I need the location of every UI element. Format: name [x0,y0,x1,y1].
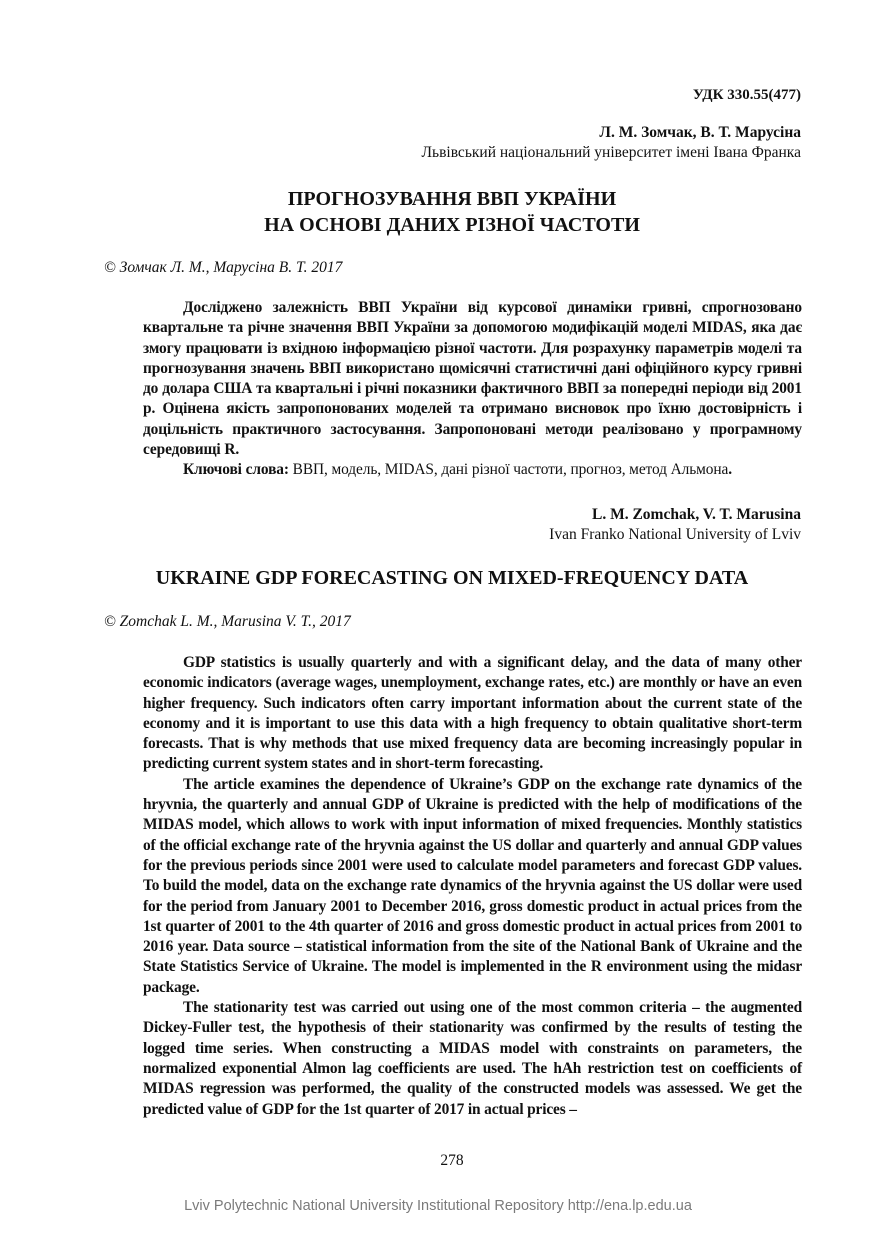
ukrainian-affiliation: Львівський національний університет імені Івана Франка [421,144,801,161]
keywords-label: Ключові слова: [183,461,289,479]
ukrainian-authors-block [422,123,802,163]
page-number: 278 [440,1152,464,1169]
english-copyright: © Zomchak L. M., Marusina V. T., 2017 [104,613,351,630]
ukrainian-abstract [143,298,802,481]
english-paragraph-2: The article examines the dependence of Ukraine’s GDP on the exchange rate dynamics of the hryvnia, the quarterly and annual GDP of Ukraine is predicted with the help of modifications of the MIDAS model, which allows to work with input information of mixed frequencies. Monthly statistics of the official exchange rate of the hryvnia against the US dollar and quarterly and annual GDP values for the previous periods since 2001 were used to calculate model parameters and forecast GDP values. To build the model, data on the exchange rate dynamics of the hryvnia against the US dollar were used for the period from January 2001 to December 2016, gross domestic product in actual prices from the 1st quarter of 2001 to the 4th quarter of 2016 and gross domestic product in actual prices from 2001 to 2016 year. Data source – statistical information from the site of the National Bank of Ukraine and the State Statistics Service of Ukraine. The model is implemented in the R environment using the midasr package. [143,775,802,996]
english-authors-block [549,505,801,545]
ukrainian-title-line-1: ПРОГНОЗУВАННЯ ВВП УКРАЇНИ [287,188,617,210]
keywords-end: . [728,461,732,479]
ukrainian-title-line-2: НА ОСНОВІ ДАНИХ РІЗНОЇ ЧАСТОТИ [264,214,640,236]
keywords-values: ВВП, модель, MIDAS, дані різної частоти, прогноз, метод Альмона [288,461,729,479]
english-author-names: L. M. Zomchak, V. T. Marusina [591,506,801,523]
ukrainian-abstract-text: Досліджено залежність ВВП України від курсової динаміки гривні, спрогнозовано квартальне та річне значення ВВП України за допомогою модифікацій моделі MIDAS, яка дає змогу працювати із вхідною інформацією різної частоти. Для розрахунку параметрів моделі та прогнозування значень ВВП використано щомісячні статистичні дані офіційного курсу гривні до долара США та квартальні і річні показники фактичного ВВП за попередні періоди від 2001 р. Оцінена якість запропонованих моделей та отримано висновок про їхню достовірність і доцільність практичного застосування. Запропоновані методи реалізовано у програмному середовищі R. [143,299,802,459]
ukrainian-title [100,186,804,238]
english-paragraph-1: GDP statistics is usually quarterly and with a significant delay, and the data of many other economic indicators (average wages, unemployment, exchange rates, etc.) are monthly or have an even higher frequency. Such indicators often carry important information about the current state of the economy and it is important to use this data with a high frequency to obtain qualitative short-term forecasts. That is why methods that use mixed frequency data are becoming increasingly popular in predicting current system states and in short-term forecasting. [143,654,802,773]
ukrainian-copyright: © Зомчак Л. М., Марусіна В. Т. 2017 [104,259,343,276]
ukrainian-keywords [143,460,802,480]
english-affiliation: Ivan Franko National University of Lviv [549,526,801,543]
english-title: UKRAINE GDP FORECASTING ON MIXED-FREQUENCY DATA [155,567,749,589]
repository-footer: Lviv Polytechnic National University Institutional Repository http://ena.lp.edu.ua [184,1198,692,1214]
english-paragraph-3: The stationarity test was carried out using one of the most common criteria – the augmented Dickey-Fuller test, the hypothesis of their stationarity was confirmed by the results of testing the logged time series. When constructing a MIDAS model with constraints on parameters, the normalized exponential Almon lag coefficients are used. The hAh restriction test on coefficients of MIDAS regression was performed, the quality of the constructed models was assessed. We get the predicted value of GDP for the 1st quarter of 2017 in actual prices – [143,999,802,1118]
ukrainian-author-names: Л. М. Зомчак, В. Т. Марусіна [599,124,801,141]
english-abstract [143,653,802,1120]
udc-code: УДК 330.55(477) [692,87,801,103]
